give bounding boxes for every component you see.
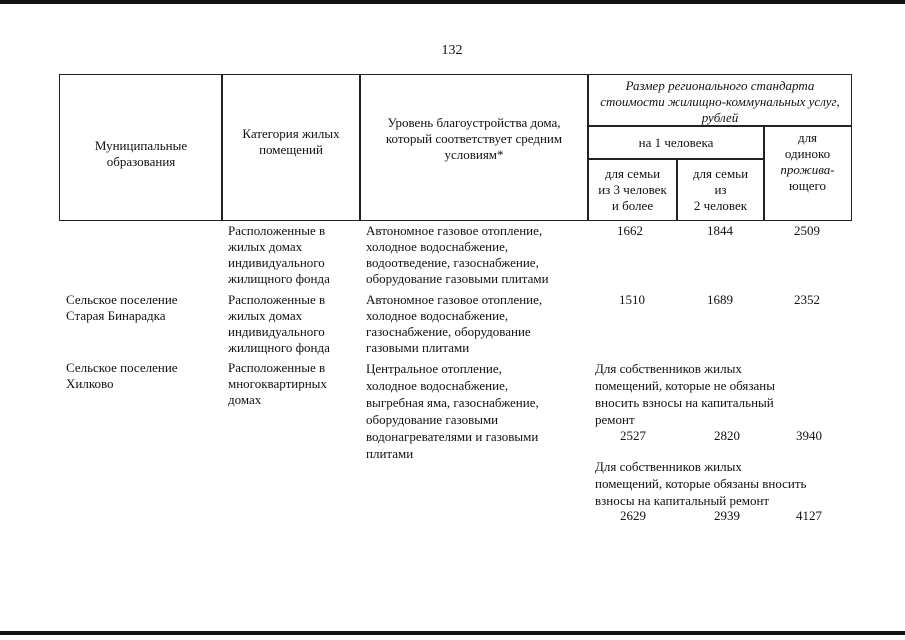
- row3-level: Центральное отопление, холодное водоснабжение, выгребная яма, газоснабжение, оборудование газовыми водонагревателями и газовыми плитами: [366, 361, 539, 461]
- header-family2-line1: для семьи: [692, 166, 749, 181]
- header-single: [764, 130, 851, 194]
- header-family2-line2: из: [714, 182, 727, 197]
- header-size-title: Размер регионального стандарта стоимости жилищно-коммунальных услуг, рублей: [600, 78, 840, 125]
- header-single-line3: прожива-: [780, 162, 835, 177]
- row2-municipality: Сельское поселение Старая Бинарадка: [66, 292, 178, 323]
- row1-level: Автономное газовое отопление, холодное водоснабжение, водоотведение, газоснабжение, оборудование газовыми плитами: [366, 223, 549, 286]
- header-family3: [588, 166, 677, 214]
- row1-value-single: 2509: [794, 223, 820, 238]
- top-border: [0, 0, 905, 4]
- row3-value2-single: 4127: [796, 508, 822, 523]
- header-family2: [677, 166, 764, 214]
- header-per-person: на 1 человека: [638, 135, 714, 150]
- header-family2-line3: 2 человек: [693, 198, 748, 213]
- row2-level: Автономное газовое отопление, холодное водоснабжение, газоснабжение, оборудование газовыми плитами: [366, 292, 543, 355]
- header-col-level: Уровень благоустройства дома, который соответствует средним условиям*: [385, 115, 563, 162]
- row2-value-family2: 1689: [707, 292, 733, 307]
- header-col-municipality: Муниципальные образования: [94, 138, 188, 169]
- header-family3-line2: из 3 человек: [598, 182, 667, 197]
- header-single-line2: одиноко: [784, 146, 831, 161]
- row1-category: Расположенные в жилых домах индивидуального жилищного фонда: [228, 223, 330, 286]
- row3-value2-family3: 2629: [620, 508, 646, 523]
- row3-value1-family2: 2820: [714, 428, 740, 443]
- row3-municipality: Сельское поселение Хилково: [66, 360, 178, 391]
- header-single-line1: для: [797, 130, 818, 145]
- row3-category: Расположенные в многоквартирных домах: [228, 360, 327, 407]
- row2-category: Расположенные в жилых домах индивидуального жилищного фонда: [228, 292, 330, 355]
- row2-value-family3: 1510: [619, 292, 645, 307]
- row1-value-family2: 1844: [707, 223, 733, 238]
- row3-note-no-capital-repair: Для собственников жилых помещений, которые не обязаны вносить взносы на капитальный ремонт: [595, 361, 775, 427]
- bottom-border: [0, 631, 905, 635]
- page-number: 132: [441, 43, 463, 58]
- row3-value1-single: 3940: [796, 428, 822, 443]
- header-single-line4: ющего: [788, 178, 826, 193]
- row3-value2-family2: 2939: [714, 508, 740, 523]
- row3-value1-family3: 2527: [620, 428, 646, 443]
- row1-value-family3: 1662: [617, 223, 643, 238]
- row3-note-with-capital-repair: Для собственников жилых помещений, которые обязаны вносить взносы на капитальный ремонт: [595, 459, 807, 508]
- header-family3-line1: для семьи: [604, 166, 661, 181]
- header-family3-line3: и более: [611, 198, 654, 213]
- header-col-category: Категория жилых помещений: [242, 126, 340, 157]
- row2-value-single: 2352: [794, 292, 820, 307]
